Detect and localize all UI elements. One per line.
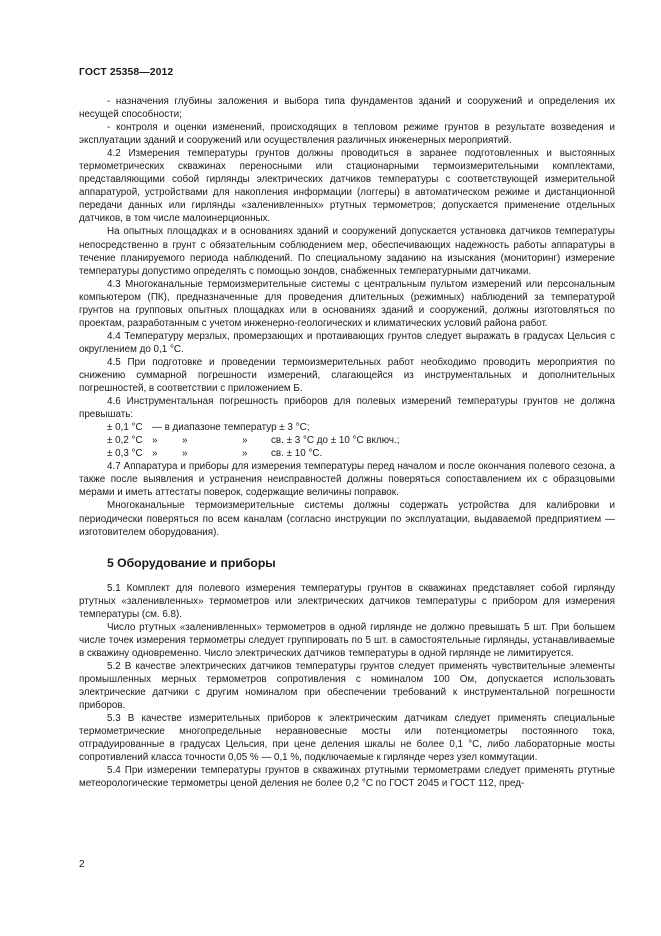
paragraph: 5.1 Комплект для полевого измерения температуры грунтов в скважинах представляет собой гирлянду ртутных «заленивленных» термометров или электрических датчиков температуры с прибором для измерения температуры (см. 6.8).: [79, 582, 615, 620]
tolerance-row: [79, 421, 615, 434]
tolerance-row: [79, 434, 615, 447]
paragraph: 4.7 Аппаратура и приборы для измерения температуры перед началом и после окончания полевого сезона, а также после выявления и устранения неисправностей должны поверяться сопоставлением их с образцовыми мерами и иметь аттестаты поверок, содержащие величины поправок.: [79, 461, 615, 499]
paragraph: 5.4 При измерении температуры грунтов в скважинах ртутными термометрами следует применять ртутные метеорологические термометры ценой деления не более 0,2 °С по ГОСТ 2045 и ГОСТ 112, пред-: [79, 765, 615, 790]
document-body: [79, 95, 615, 790]
paragraph: 4.5 При подготовке и проведении термоизмерительных работ необходимо проводить мероприятия по снижению суммарной погрешности измерений, слагающейся из инструментальных и дополнительных погрешностей, в соответствии с приложением Б.: [79, 356, 615, 395]
ditto-mark: »: [182, 448, 188, 460]
paragraph: На опытных площадках и в основаниях зданий и сооружений допускается установка датчиков температуры непосредственно в грунт с обязательным соблюдением мер, обеспечивающих надежность работы аппаратуры в течение планируемого периода наблюдений. По специальному заданию на изыскания (мониторинг) измерение температуры допустимо определять с помощью зондов, снабженных температурными датчиками.: [79, 226, 615, 277]
page-header: ГОСТ 25358—2012: [79, 67, 174, 78]
section-heading: 5 Оборудование и приборы: [107, 555, 276, 570]
paragraph: - назначения глубины заложения и выбора типа фундаментов зданий и сооружений и определения их несущей способности;: [79, 96, 615, 121]
tolerance-value: ± 0,1 °С: [107, 422, 143, 434]
ditto-mark: »: [242, 435, 248, 447]
tolerance-text: св. ± 3 °С до ± 10 °С включ.;: [271, 435, 400, 447]
page-number: 2: [79, 859, 85, 870]
tolerance-row: [79, 447, 615, 460]
tolerance-value: ± 0,3 °С: [107, 448, 143, 460]
paragraph: 4.4 Температуру мерзлых, промерзающих и протаивающих грунтов следует выражать в градусах Цельсия с округлением до 0,1 °С.: [79, 330, 615, 355]
tolerance-text: — в диапазоне температур ± 3 °С;: [152, 422, 310, 434]
paragraph: 4.6 Инструментальная погрешность приборов для полевых измерений температуры грунтов не должна превышать:: [79, 396, 615, 421]
tolerance-text: св. ± 10 °С.: [271, 448, 323, 460]
ditto-mark: »: [182, 435, 188, 447]
paragraph: - контроля и оценки изменений, происходящих в тепловом режиме грунтов в результате возведения и эксплуатации зданий и сооружений или осуществления различных инженерных мероприятий.: [79, 122, 615, 147]
paragraph: 5.3 В качестве измерительных приборов к электрическим датчикам следует применять специальные термометрические многопредельные неравновесные мосты или потенциометры постоянного тока, отградуированные в градусах Цельсия, при цене деления шкалы не более 0,1 °С, либо лабораторные мосты сопротивлений класса точности 0,05 % — 0,1 %, подключаемые к гирлянде через узел коммутации.: [79, 713, 615, 764]
paragraph: 4.2 Измерения температуры грунтов должны проводиться в заранее подготовленных и выстоянных термометрических скважинах переносными или стационарными термоизмерительными комплектами, представляющими собой гирлянды электрических датчиков температуры с соответствующей измерительной аппаратурой, устройствами для накопления информации (логгеры) в автоматическом режиме и дистанционной передачи данных или гирлянды «заленивленных» ртутных термометров; допускается применение отдельных датчиков, в том числе малоинерционных.: [79, 148, 615, 225]
paragraph: 5.2 В качестве электрических датчиков температуры грунтов следует применять чувствительные элементы промышленных мерных термометров сопротивления с номиналом 100 Ом, допускается использовать электрические датчики с другим номиналом при обеспечении требований к инструментальной погрешности приборов.: [79, 660, 615, 712]
paragraph: Многоканальные термоизмерительные системы должны содержать устройства для калибровки и периодически поверяться по всем каналам (согласно инструкции по эксплуатации, выдаваемой предприятием — изготовителем оборудования).: [79, 500, 615, 538]
ditto-mark: »: [152, 435, 158, 447]
paragraph: 4.3 Многоканальные термоизмерительные системы с центральным пультом измерений или персональным компьютером (ПК), предназначенные для проведения длительных (режимных) наблюдений за температурой грунтов на групповых опытных площадках или в основаниях зданий и сооружений, должны изготовляться по проектам, разработанным с учетом инженерно-геологических и климатических условий района работ.: [79, 278, 615, 329]
ditto-mark: »: [242, 448, 248, 460]
paragraph: Число ртутных «заленивленных» термометров в одной гирлянде не должно превышать 5 шт. При большем числе точек измерения термометры следует группировать по 5 шт. в самостоятельные гирлянды, устанавливаемые в скважину одновременно. Число электрических датчиков температуры в одной гирлянде не лимитируется.: [79, 621, 615, 659]
ditto-mark: »: [152, 448, 158, 460]
tolerance-value: ± 0,2 °С: [107, 435, 143, 447]
